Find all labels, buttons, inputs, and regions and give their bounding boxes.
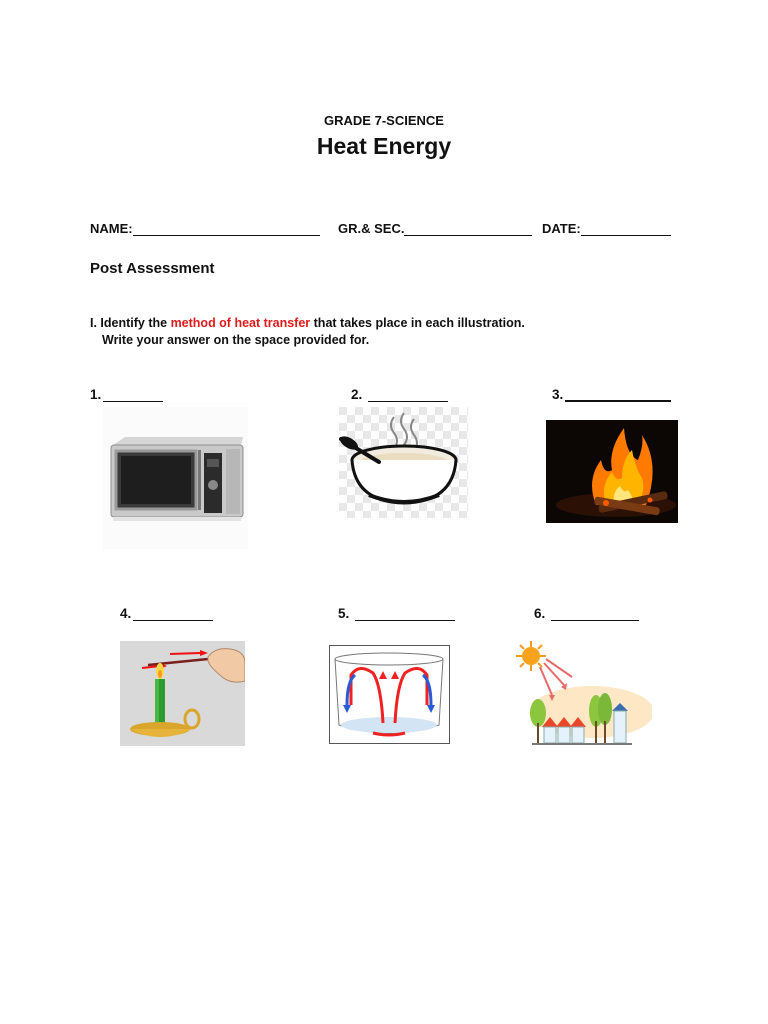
name-field [90,221,320,236]
question-1 [90,387,163,402]
date-blank[interactable] [581,222,671,236]
question-4 [120,606,213,621]
answer-blank-5[interactable] [355,607,455,621]
question-2 [351,387,448,402]
microwave-icon [103,407,248,549]
question-5 [338,606,455,621]
instruction-prefix: I. Identify the [90,316,171,330]
instructions [90,315,525,349]
question-number: 5. [338,606,350,621]
instruction-highlight: method of heat transfer [170,316,311,330]
question-number: 2. [351,387,363,402]
section-title: Post Assessment [90,260,215,277]
answer-blank-4[interactable] [133,607,213,621]
name-blank[interactable] [133,222,320,236]
worksheet-title: Heat Energy [316,133,452,159]
question-number: 3. [552,387,564,402]
section-field [338,221,532,236]
grade-label: GRADE 7-SCIENCE [324,113,444,128]
question-number: 6. [534,606,546,621]
candle-heating-icon [120,641,245,746]
section-label: GR.& SEC. [338,221,405,236]
answer-blank-2[interactable] [368,388,448,402]
sun-radiation-icon [512,637,652,749]
answer-blank-3[interactable] [565,387,671,402]
soup-bowl-icon [339,407,468,518]
date-field [542,221,671,236]
question-6 [534,606,639,621]
instruction-suffix: that takes place in each illustration. [310,316,525,330]
question-3 [552,387,671,402]
instruction-line2: Write your answer on the space provided for. [102,333,370,347]
campfire-icon [546,420,678,523]
answer-blank-1[interactable] [103,388,163,402]
question-number: 1. [90,387,102,402]
question-number: 4. [120,606,132,621]
date-label: DATE: [542,221,581,236]
convection-beaker-icon [329,645,450,744]
name-label: NAME: [90,221,133,236]
section-blank[interactable] [404,222,532,236]
answer-blank-6[interactable] [551,607,639,621]
